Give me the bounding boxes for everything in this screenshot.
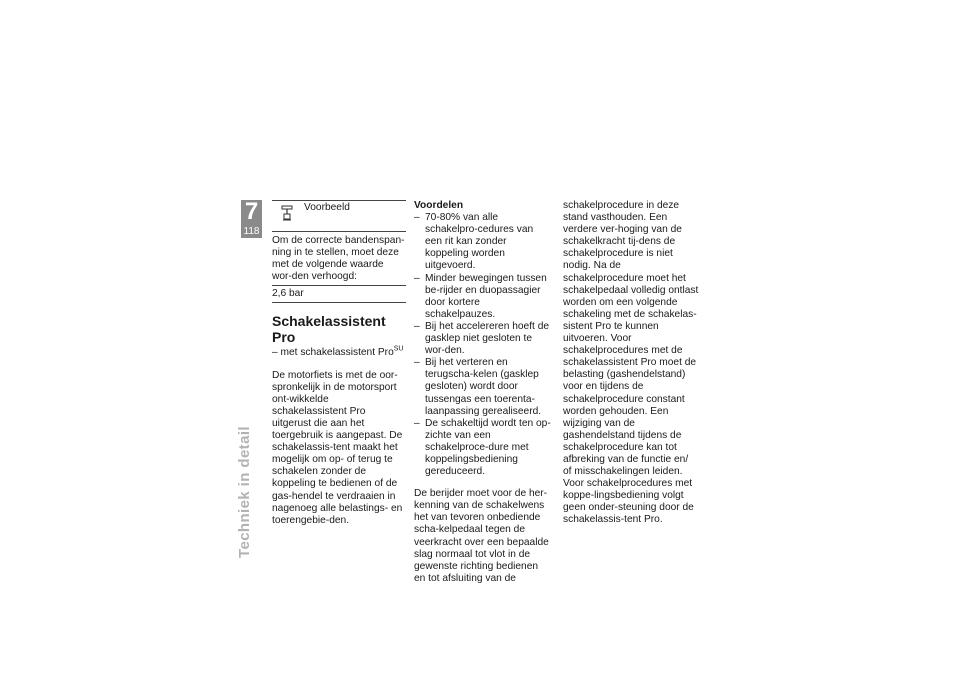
example-title: Voorbeeld xyxy=(304,202,350,213)
advantages-paragraph: De berijder moet voor de her-kenning van de schakelwens het van tevoren onbediende scha-kelpedaal tegen de veerkracht over een bepaalde slag normaal tot vlot in de gewenste richting bedienen en tot afsluiting van de xyxy=(414,488,549,584)
intro-paragraph: De motorfiets is met de oor-spronkelijk in de motorsport ont-wikkelde schakelassistent Pro uitgerust die aan het toergebruik is aangepast. De schakelassis-tent maakt het mogelijk om op- of terug te schakelen zonder de koppeling te bedienen of de gas-hendel te verdraaien in nagenoeg alle belastings- en toerengebie-den. xyxy=(272,369,403,526)
page-number: 118 xyxy=(243,226,260,237)
tool-icon xyxy=(280,205,294,221)
chapter-title: Techniek in detail xyxy=(236,426,253,558)
advantages-list xyxy=(414,212,552,478)
list-item: – De schakeltijd wordt ten op-zichte van een schakelproce-dure met koppelingsbediening gereduceerd. xyxy=(414,418,552,478)
example-text: Om de correcte bandenspan-ning in te stellen, moet deze met de volgende waarde wor-den verhoogd: xyxy=(272,232,406,286)
section-heading: Schakelassistent Pro xyxy=(272,313,386,346)
subtitle-sup: SU xyxy=(393,346,404,354)
advantages-heading: Voordelen xyxy=(414,200,464,211)
example-value: 2,6 bar xyxy=(272,288,304,300)
subtitle-text: met schakelassistent Pro xyxy=(280,347,394,359)
chapter-number: 7 xyxy=(244,198,259,225)
list-item: – Bij het verteren en terugscha-kelen (gasklep gesloten) wordt door tussengas een toerenta-laanpassing gerealiseerd. xyxy=(414,357,552,417)
continuation-paragraph: schakelprocedure in deze stand vasthouden. Een verdere ver-hoging van de schakelkracht tij-dens de schakelprocedure is niet nodig. Na de schakelprocedure moet het schakelpedaal volledig ontlast worden om een volgende schakeling met de schakelas-sistent Pro te kunnen uitvoeren. Voor schakelprocedures met de schakelassistent Pro moet de belasting (gashendelstand) voor en tijdens de schakelprocedure constant worden gehouden. Een wijziging van de gashendelstand tijdens de schakelprocedure kan tot afbreking van de functie en/ of misschakelingen leiden. Voor schakelprocedures met koppe-lingsbediening volgt geen onder-steuning door de schakelassis-tent Pro. xyxy=(563,200,699,526)
column-3 xyxy=(563,200,699,527)
list-item: – Minder bewegingen tussen be-rijder en duopassagier door kortere schakelpauzes. xyxy=(414,273,552,321)
section-subtitle: – met schakelassistent Pro$^{SU}$ xyxy=(272,346,404,359)
column-1 xyxy=(272,200,406,527)
list-item: – Bij het accelereren hoeft de gasklep niet gesloten te wor-den. xyxy=(414,321,552,357)
example-header xyxy=(272,201,406,232)
list-item: – 70-80% van alle schakelpro-cedures van een rit kan zonder koppeling worden uitgevoerd. xyxy=(414,212,552,272)
example-box xyxy=(272,200,406,303)
column-2 xyxy=(414,200,552,585)
